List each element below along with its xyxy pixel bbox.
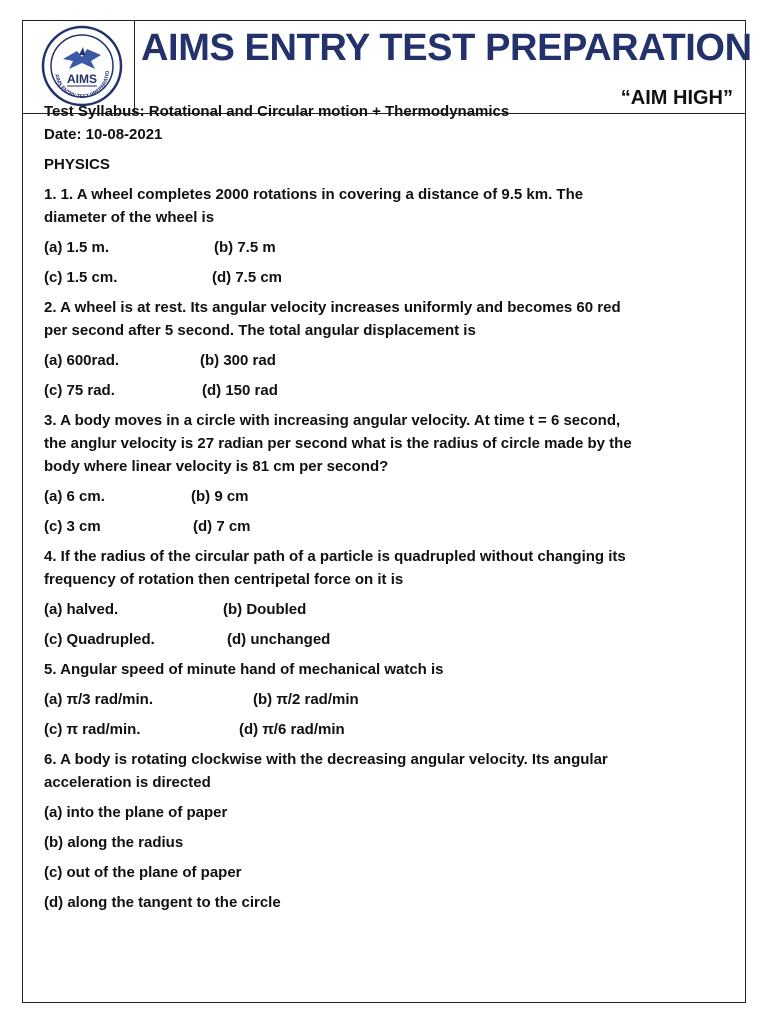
options-row xyxy=(44,266,684,289)
question-text: 1. 1. A wheel completes 2000 rotations in covering a distance of 9.5 km. The xyxy=(44,186,584,203)
question-text: body where linear velocity is 81 cm per second? xyxy=(44,458,389,475)
option-d: (d) 7 cm xyxy=(193,518,251,535)
question-text: per second after 5 second. The total angular displacement is xyxy=(44,322,476,339)
question-text: 6. A body is rotating clockwise with the decreasing angular velocity. Its angular xyxy=(44,751,608,768)
option-c: (c) out of the plane of paper xyxy=(44,864,242,881)
option-a: (a) 1.5 m. xyxy=(44,239,110,256)
question-6 xyxy=(44,748,684,794)
option-d: (d) 150 rad xyxy=(202,382,278,399)
option-d: (d) 7.5 cm xyxy=(212,269,283,286)
options-row xyxy=(44,598,684,621)
option-a: (a) into the plane of paper xyxy=(44,804,228,821)
options-row xyxy=(44,485,684,508)
question-3 xyxy=(44,409,684,478)
option-d: (d) π/6 rad/min xyxy=(239,721,345,738)
option-b: (b) 300 rad xyxy=(200,352,276,369)
logo-ring-text: AIMS ENTRY TEST PREPARATIO xyxy=(53,70,112,101)
option-b: (b) 7.5 m xyxy=(214,239,276,256)
options-row xyxy=(44,349,684,372)
options-row xyxy=(44,718,684,741)
option-c: (c) π rad/min. xyxy=(44,721,141,738)
page-title: AIMS ENTRY TEST PREPARATION xyxy=(141,27,752,69)
question-1 xyxy=(44,183,684,229)
options-row xyxy=(44,688,684,711)
date-line: Date: 10-08-2021 xyxy=(44,126,163,143)
option-a: (a) π/3 rad/min. xyxy=(44,691,154,708)
logo-text: AIMS xyxy=(67,72,97,86)
question-text: 5. Angular speed of minute hand of mechanical watch is xyxy=(44,661,444,678)
option-a: (a) 6 cm. xyxy=(44,488,105,505)
question-text: 2. A wheel is at rest. Its angular velocity increases uniformly and becomes 60 red xyxy=(44,299,621,316)
question-text: diameter of the wheel is xyxy=(44,209,215,226)
option-d: (d) unchanged xyxy=(227,631,331,648)
option-c: (c) 1.5 cm. xyxy=(44,269,118,286)
question-5 xyxy=(44,658,684,681)
question-text: 3. A body moves in a circle with increasing angular velocity. At time t = 6 second, xyxy=(44,412,621,429)
syllabus-line: Test Syllabus: Rotational and Circular motion + Thermodynamics xyxy=(44,103,510,120)
question-4 xyxy=(44,545,684,591)
option-c: (c) 3 cm xyxy=(44,518,101,535)
option-d: (d) along the tangent to the circle xyxy=(44,894,281,911)
options-row xyxy=(44,236,684,259)
question-text: 4. If the radius of the circular path of a particle is quadrupled without changing its xyxy=(44,548,626,565)
options-row xyxy=(44,628,684,651)
question-2 xyxy=(44,296,684,342)
option-b: (b) π/2 rad/min xyxy=(253,691,359,708)
option-b: (b) along the radius xyxy=(44,834,184,851)
options-row xyxy=(44,515,684,538)
aims-logo xyxy=(41,25,123,107)
section-heading: PHYSICS xyxy=(44,156,110,173)
options-row xyxy=(44,379,684,402)
option-a: (a) halved. xyxy=(44,601,119,618)
question-text: the anglur velocity is 27 radian per second what is the radius of circle made by the xyxy=(44,435,632,452)
option-b: (b) Doubled xyxy=(223,601,307,618)
option-b: (b) 9 cm xyxy=(191,488,249,505)
option-c: (c) Quadrupled. xyxy=(44,631,155,648)
question-text: frequency of rotation then centripetal force on it is xyxy=(44,571,404,588)
motto: “AIM HIGH” xyxy=(620,87,733,109)
option-c: (c) 75 rad. xyxy=(44,382,115,399)
question-text: acceleration is directed xyxy=(44,774,211,791)
document-body xyxy=(44,100,684,914)
option-a: (a) 600rad. xyxy=(44,352,120,369)
